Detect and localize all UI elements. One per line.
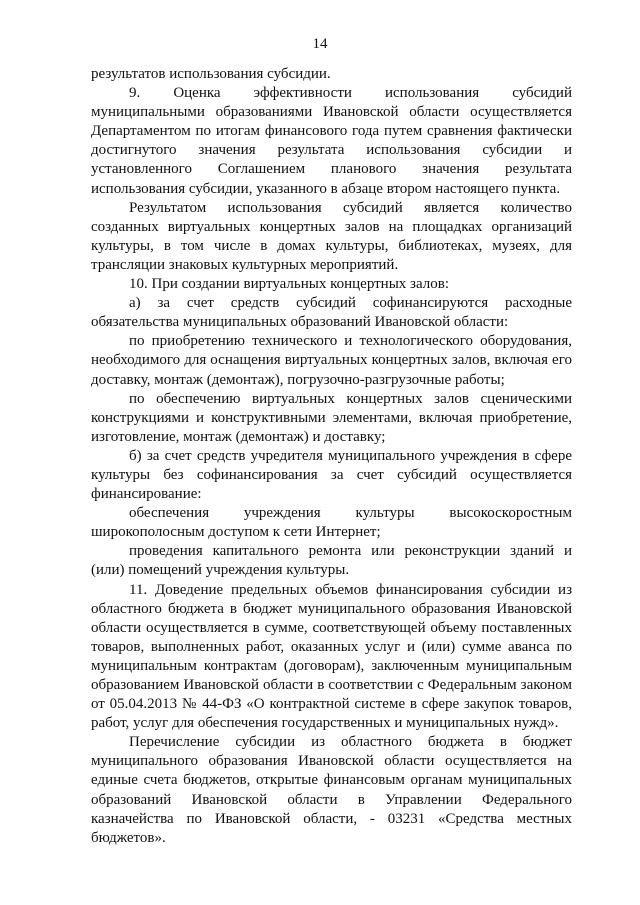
paragraph-result-definition: Результатом использования субсидий является количество созданных виртуальных концертных залов на площадках организаций культуры, в том числе в домах культуры, библиотеках, музеях, для трансляции знаковых культурных мероприятий. (91, 199, 572, 273)
paragraph-10-heading: 10. При создании виртуальных концертных залов: (129, 276, 449, 293)
paragraph-10a-constructions: по обеспечению виртуальных концертных залов сценическими конструкциями и конструктивными элементами, включая приобретение, изготовление, монтаж (демонтаж) и доставку; (91, 390, 572, 445)
paragraph-10a: а) за счет средств субсидий софинансируются расходные обязательства муниципальных образований Ивановской области: (91, 295, 572, 331)
paragraph-10b: б) за счет средств учредителя муниципального учреждения в сфере культуры без софинансирования за счет субсидий осуществляется финансирование: (91, 447, 572, 503)
paragraph-10b-internet: обеспечения учреждения культуры высокоскоростным широкополосным доступом к сети Интернет; (91, 505, 572, 541)
paragraph-transfer: Перечисление субсидии из областного бюджета в бюджет муниципального образования Ивановской области осуществляется на единые счета бюджетов, открытые финансовым органам муниципальных образований Ивановской области в Управлении Федерального казначейства по Ивановской области, - 03231 «Средства местных бюджетов». (91, 734, 572, 846)
paragraph-subsidy-results-tail: результатов использования субсидии. (91, 66, 331, 82)
document-body (91, 65, 572, 848)
paragraph-10b-repair: проведения капитального ремонта или реконструкции зданий и (или) помещений учреждения культуры. (91, 543, 572, 579)
page-number: 14 (312, 36, 328, 52)
paragraph-10a-equipment: по приобретению технического и технологического оборудования, необходимого для оснащения виртуальных концертных залов, включая его доставку, монтаж (демонтаж), погрузочно-разгрузочные работы; (91, 333, 572, 388)
paragraph-11-financing: 11. Доведение предельных объемов финансирования субсидии из областного бюджета в бюджет муниципального образования Ивановской области осуществляется в сумме, соответствующей объему поставленных товаров, выполненных работ, оказанных услуг и (или) сумме аванса по муниципальным контрактам (договорам), заключенным муниципальным образованием Ивановской области в соответствии с Федеральным законом от 05.04.2013 № 44-ФЗ «О контрактной системе в сфере закупок товаров, работ, услуг для обеспечения государственных и муниципальных нужд». (91, 581, 572, 732)
paragraph-9-effectiveness: 9. Оценка эффективности использования субсидий муниципальными образованиями Ивановской области осуществляется Департаментом по итогам финансового года путем сравнения фактически достигнутого значения результата использования субсидии и установленного Соглашением планового значения результата использования субсидии, указанного в абзаце втором настоящего пункта. (91, 85, 572, 197)
